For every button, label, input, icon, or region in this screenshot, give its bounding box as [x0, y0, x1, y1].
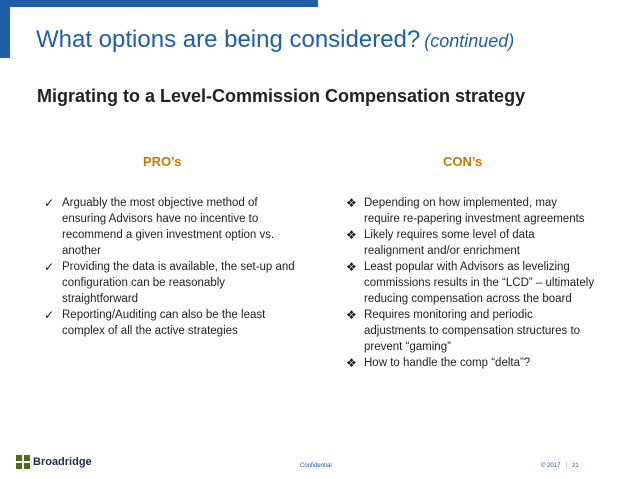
diamond-bullet-icon: ❖ — [346, 260, 357, 274]
cons-list-item — [346, 307, 596, 355]
logo-text: Broadridge — [33, 456, 92, 468]
cons-list-item — [346, 355, 596, 371]
logo-mark-icon — [16, 455, 30, 469]
cons-list — [346, 195, 596, 371]
slide-title — [36, 26, 514, 54]
check-icon: ✓ — [44, 196, 55, 210]
pros-list-item — [44, 195, 296, 259]
pros-list-item — [44, 307, 296, 339]
broadridge-logo — [16, 455, 92, 469]
pros-heading: PRO’s — [143, 154, 182, 169]
confidential-label: Confidential — [300, 463, 332, 469]
check-icon: ✓ — [44, 308, 55, 322]
cons-item-text: Depending on how implemented, may require re-papering investment agreements — [364, 197, 585, 225]
side-accent-bar — [0, 0, 10, 58]
slide-title-suffix: (continued) — [424, 31, 515, 51]
cons-heading: CON’s — [443, 154, 483, 169]
slide-subtitle: Migrating to a Level-Commission Compensation strategy — [37, 86, 526, 106]
cons-item-text: Least popular with Advisors as levelizing commissions results in the “LCD” – ultimately reducing compensation across the board — [364, 261, 595, 305]
copyright-footer — [541, 463, 579, 469]
check-icon: ✓ — [44, 260, 55, 274]
pros-item-text: Arguably the most objective method of ensuring Advisors have no incentive to recommend a given investment option vs. another — [62, 197, 275, 257]
cons-item-text: How to handle the comp “delta”? — [364, 357, 531, 369]
cons-list-item — [346, 227, 596, 259]
diamond-bullet-icon: ❖ — [346, 196, 357, 210]
pros-list-item — [44, 259, 296, 307]
pros-item-text: Reporting/Auditing can also be the least complex of all the active strategies — [62, 309, 266, 337]
diamond-bullet-icon: ❖ — [346, 308, 357, 322]
copyright-text: © 2017 — [541, 463, 561, 469]
slide-title-text: What options are being considered? — [36, 26, 421, 53]
page-number: 21 — [572, 463, 579, 469]
top-accent-bar — [0, 0, 318, 7]
cons-item-text: Requires monitoring and periodic adjustments to compensation structures to prevent “gaming” — [364, 309, 581, 353]
pros-item-text: Providing the data is available, the set-up and configuration can be reasonably straightforward — [62, 261, 295, 305]
cons-list-item — [346, 195, 596, 227]
diamond-bullet-icon: ❖ — [346, 228, 357, 242]
cons-item-text: Likely requires some level of data realignment and/or enrichment — [364, 229, 535, 257]
footer-separator: | — [565, 463, 567, 469]
pros-list — [44, 195, 296, 339]
diamond-bullet-icon: ❖ — [346, 356, 357, 370]
cons-list-item — [346, 259, 596, 307]
